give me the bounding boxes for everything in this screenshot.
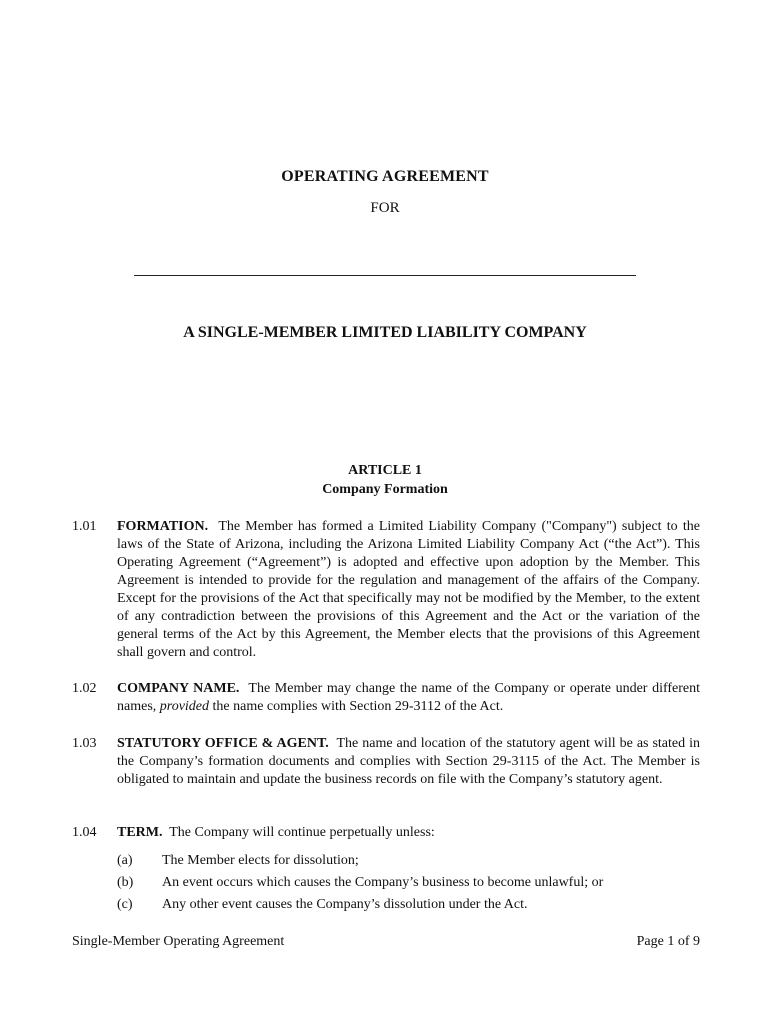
section-text-italic: provided: [159, 699, 210, 714]
section-text: The Member may change the name of the Company or operate under different names,: [117, 681, 701, 714]
section-heading: TERM.: [117, 825, 163, 840]
list-item-text: The Member elects for dissolution;: [162, 853, 359, 868]
section-number: 1.02: [72, 681, 97, 696]
list-item-text: Any other event causes the Company’s dissolution under the Act.: [162, 897, 528, 912]
term-list: [117, 852, 677, 918]
article-heading: ARTICLE 1: [348, 463, 422, 478]
list-item-letter: (b): [117, 875, 134, 890]
section-number: 1.03: [72, 736, 97, 751]
section-text: The Company will continue perpetually unless:: [169, 825, 435, 840]
list-item-text: An event occurs which causes the Company’s business to become unlawful; or: [162, 875, 604, 890]
section-1-01: [72, 518, 700, 662]
company-name-blank: [134, 275, 636, 276]
list-item: [117, 874, 677, 896]
list-item-letter: (c): [117, 897, 133, 912]
section-heading: STATUTORY OFFICE & AGENT.: [117, 736, 329, 751]
section-number: 1.01: [72, 519, 97, 534]
section-heading: COMPANY NAME.: [117, 681, 240, 696]
section-1-03: [72, 735, 700, 789]
section-number: 1.04: [72, 825, 97, 840]
section-body: [117, 735, 700, 789]
list-item: [117, 896, 677, 918]
article-subheading: Company Formation: [322, 482, 448, 497]
section-body: [117, 680, 700, 716]
list-item: [117, 852, 677, 874]
section-body: [117, 824, 700, 842]
list-item-letter: (a): [117, 853, 133, 868]
section-heading: FORMATION.: [117, 519, 209, 534]
section-text: The name and location of the statutory agent will be as stated in the Company’s formation documents and complies with Section 29-3115 of the Act. The Member is obligated to maintain and update the business records on file with the Company’s statutory agent.: [117, 736, 700, 787]
section-1-02: [72, 680, 700, 716]
document-subtitle: A SINGLE-MEMBER LIMITED LIABILITY COMPANY: [183, 324, 587, 341]
section-text: The Member has formed a Limited Liability Company ("Company") subject to the laws of the State of Arizona, including the Arizona Limited Liability Company Act (“the Act”). This Operating Agreement (“Agreement”) is adopted and effective upon adoption by the Member. This Agreement is intended to provide for the regulation and management of the affairs of the Company. Except for the provisions of the Act that specifically may not be modified by the Member, to the extent of any contradiction between the provisions of this Agreement and the Act or the variation of the general terms of the Act by this Agreement, the Member elects that the provisions of this Agreement shall govern and control.: [117, 519, 700, 660]
document-title: OPERATING AGREEMENT: [281, 168, 489, 185]
section-body: [117, 518, 700, 662]
section-1-04: [72, 824, 700, 842]
document-for: FOR: [370, 200, 400, 216]
section-text-continued: the name complies with Section 29-3112 of the Act.: [212, 699, 504, 714]
footer-document-name: Single-Member Operating Agreement: [72, 934, 285, 949]
footer-page-number: Page 1 of 9: [636, 934, 700, 949]
